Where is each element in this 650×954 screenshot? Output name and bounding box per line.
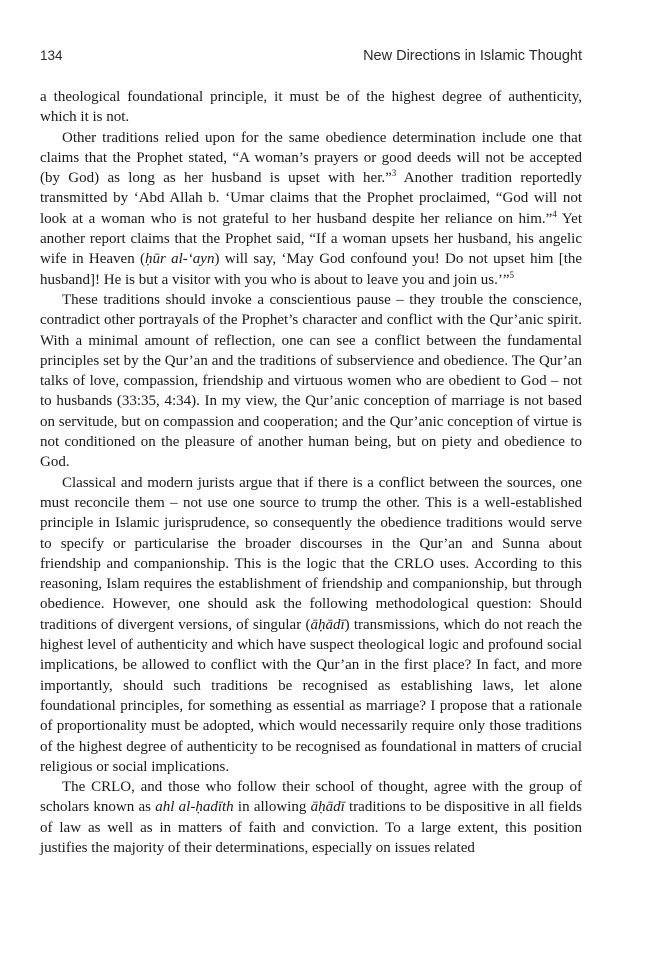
text-run: ) will say, ‘May God confound you! Do not upset him [the husband]! He is but a visitor with you who is about to leave you and join us.’”	[40, 251, 583, 288]
text-run: Classical and modern jurists argue that if there is a conflict between the sources, one must reconcile them – not use one source to trump the other. This is a well-established principle in Islamic jurisprudence, so consequently the obedience traditions would serve to specify or particularise the broader discourses in the Qur’an and Sunna about friendship and companionship. This is the logic that the CRLO uses. According to this reasoning, Islam requires the establishment of friendship and companionship, but through obedience. However, one should ask the following methodological question: Should traditions of divergent versions, of singular (	[40, 474, 582, 633]
text-run: Yet another report claims that the Prophet said, “If a woman upsets her husband, his angelic wife in Heaven (	[40, 210, 582, 268]
italic-term: ḥūr al-‘ayn	[145, 251, 215, 268]
text-run: The CRLO, and those who follow their school of thought, agree with the group of scholars known as	[40, 779, 582, 816]
running-title: New Directions in Islamic Thought	[363, 48, 582, 64]
running-head	[40, 48, 582, 64]
page-number: 134	[40, 48, 63, 63]
text-run: ) transmissions, which do not reach the highest level of authenticity and which have suspect theological logic and profound social implications, be allowed to conflict with the Qur’an in the first place? In fact, and more importantly, should such traditions be recognised as establishing laws, let alone foundational principles, for something as essential as marriage? I propose that a rationale of proportionality must be adopted, which would necessarily require only those traditions of the highest degree of authenticity to be recognised as foundational in matters of crucial religious or social implications.	[40, 616, 582, 775]
italic-term: āḥādī	[310, 799, 345, 816]
footnote-marker: 5	[509, 269, 515, 280]
text-run: a theological foundational principle, it must be of the highest degree of authenticity, which it is not.	[40, 89, 582, 126]
italic-term: ahl al-ḥadīth	[155, 799, 234, 816]
text-run: traditions to be dispositive in all fields of law as well as in matters of faith and conviction. To a large extent, this position justifies the majority of their determinations, especially on issues related	[40, 799, 582, 856]
book-page	[40, 48, 582, 858]
footnote-marker: 3	[391, 168, 397, 179]
body-text	[40, 87, 582, 858]
italic-term: āḥādī	[310, 616, 345, 633]
paragraph	[40, 290, 582, 473]
paragraph	[40, 87, 582, 128]
paragraph	[40, 777, 582, 858]
text-run: in allowing	[233, 799, 311, 816]
paragraph	[40, 473, 582, 777]
text-run: Other traditions relied upon for the same obedience determination include one that claims that the Prophet stated, “A woman’s prayers or good deeds will not be accepted (by God) as long as her husband is upset with her.”	[40, 129, 582, 187]
footnote-marker: 4	[552, 208, 557, 219]
paragraph	[40, 128, 582, 290]
text-run: These traditions should invoke a conscientious pause – they trouble the conscience, contradict other portrayals of the Prophet’s character and conflict with the Qur’anic spirit. With a minimal amount of reflection, one can see a conflict between the fundamental principles set by the Qur’an and the traditions of subservience and obedience. The Qur’an talks of love, compassion, friendship and virtuous women who are obedient to God – not to husbands (33:35, 4:34). In my view, the Qur’anic conception of marriage is not based on servitude, but on compassion and cooperation; and the Qur’anic conception of virtue is not conditioned on the pleasure of another human being, but on piety and obedience to God.	[40, 291, 582, 471]
text-run: Another tradition reportedly transmitted by ‘Abd Allah b. ‘Umar claims that the Prophet proclaimed, “God will not look at a woman who is not grateful to her husband despite her reliance on him.”	[40, 170, 582, 227]
